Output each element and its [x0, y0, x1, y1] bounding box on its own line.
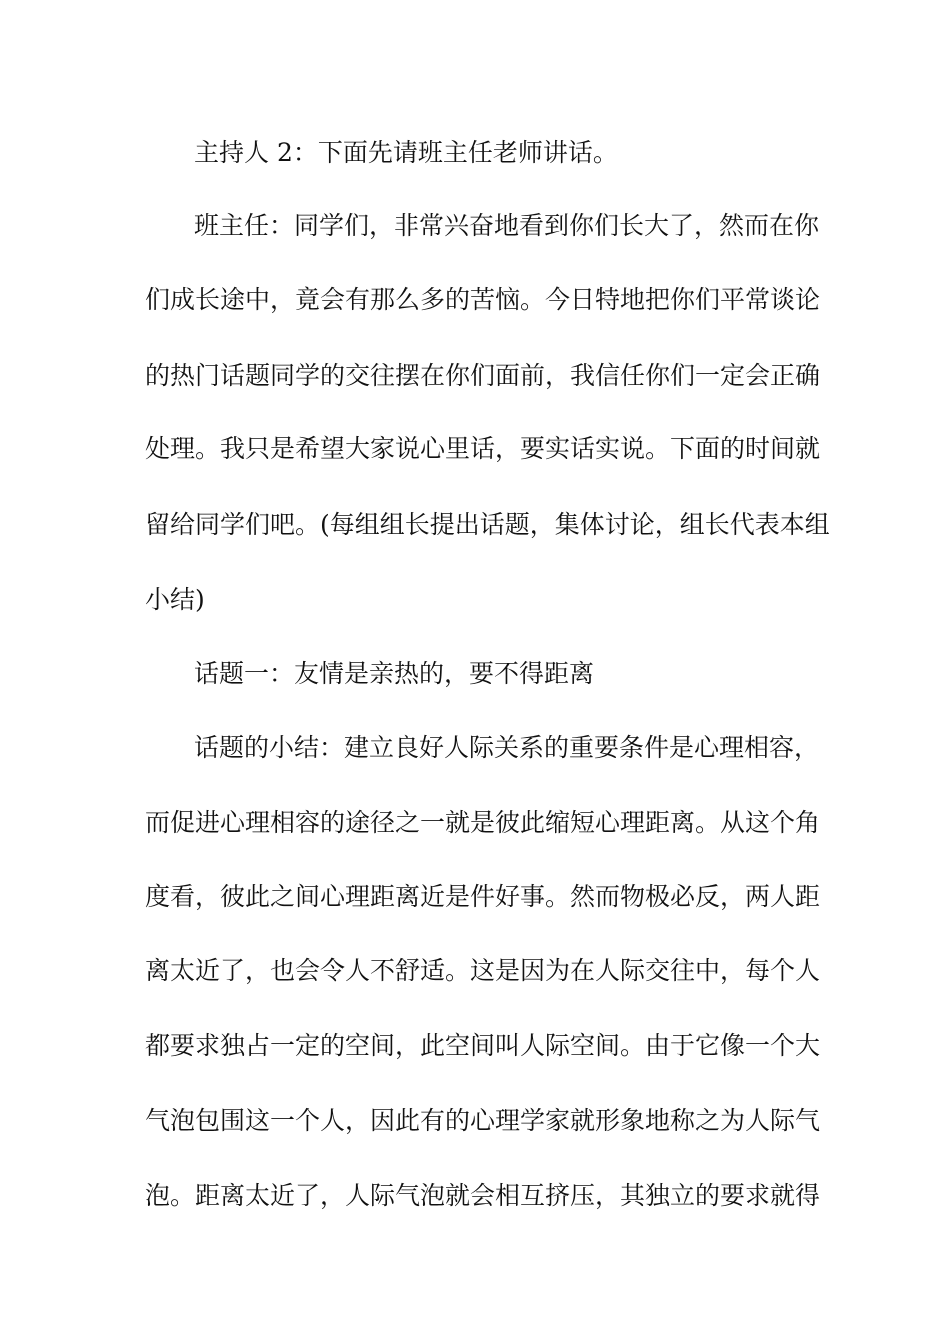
paragraph-teacher-speech-line: 的热门话题同学的交往摆在你们面前，我信任你们一定会正确	[145, 361, 821, 390]
paragraph-topic-summary-line: 都要求独占一定的空间，此空间叫人际空间。由于它像一个大	[145, 1031, 821, 1060]
paragraph-topic-summary-line: 而促进心理相容的途径之一就是彼此缩短心理距离。从这个角	[145, 808, 821, 837]
paragraph-teacher-speech-line: 们成长途中，竟会有那么多的苦恼。今日特地把你们平常谈论	[145, 285, 821, 314]
paragraph-teacher-speech-line: 留给同学们吧。(每组组长提出话题，集体讨论，组长代表本组	[145, 510, 830, 539]
paragraph-topic-summary-line: 气泡包围这一个人，因此有的心理学家就形象地称之为人际气	[145, 1106, 821, 1135]
topic-one-heading: 话题一：友情是亲热的，要不得距离	[194, 659, 595, 688]
paragraph-teacher-speech-line: 处理。我只是希望大家说心里话，要实话实说。下面的时间就	[145, 434, 821, 463]
paragraph-topic-summary-line: 度看，彼此之间心理距离近是件好事。然而物极必反，两人距	[145, 882, 821, 911]
paragraph-teacher-speech-line: 班主任：同学们，非常兴奋地看到你们长大了，然而在你	[194, 211, 820, 240]
paragraph-topic-summary-line: 离太近了，也会令人不舒适。这是因为在人际交往中，每个人	[145, 956, 821, 985]
paragraph-topic-summary-line: 泡。距离太近了，人际气泡就会相互挤压，其独立的要求就得	[145, 1181, 821, 1210]
paragraph-topic-summary-line: 话题的小结：建立良好人际关系的重要条件是心理相容，	[194, 733, 820, 762]
paragraph-host-intro: 主持人 2：下面先请班主任老师讲话。	[194, 138, 618, 167]
paragraph-teacher-speech-line: 小结)	[145, 585, 205, 614]
